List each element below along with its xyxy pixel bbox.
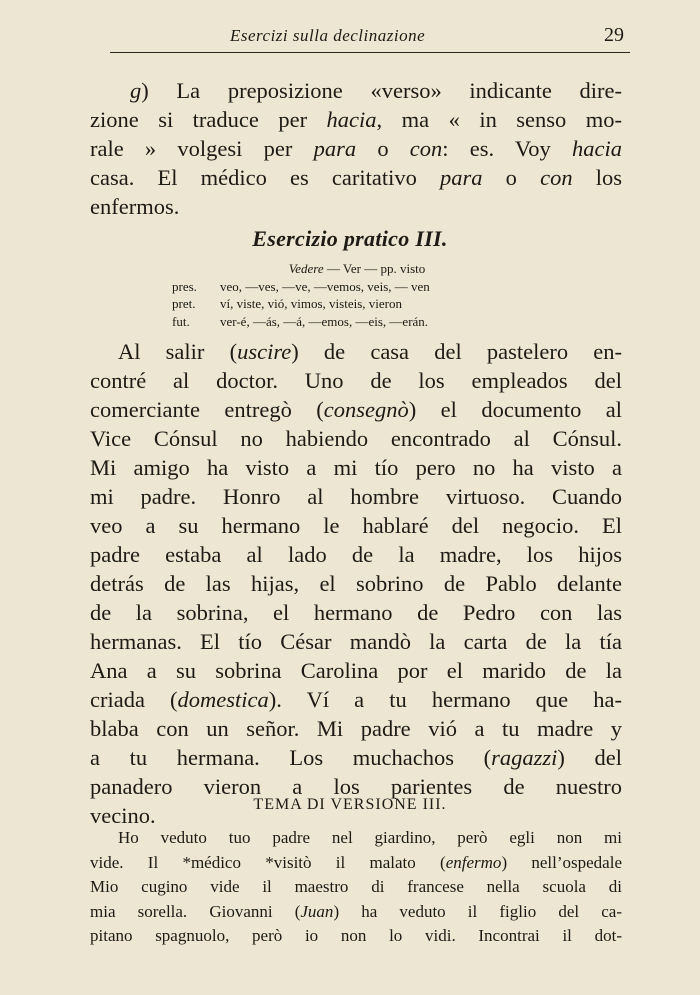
text-line <box>90 482 622 511</box>
text-run: blaba con un señor. Mi padre vió a tu madre y <box>90 716 622 741</box>
text-run: detrás de las hijas, el sobrino de Pablo delante <box>90 571 622 596</box>
text-run: o <box>482 165 541 190</box>
text-line <box>90 743 622 772</box>
text-run: Mi amigo ha visto a mi tío pero no ha visto a <box>90 455 622 480</box>
text-line <box>90 598 622 627</box>
text-run: ). Ví a tu hermano que ha- <box>268 687 622 712</box>
verb-spanish: — Ver — pp. visto <box>323 261 426 276</box>
text-run: a tu hermana. Los muchachos ( <box>90 745 492 770</box>
page-header <box>110 24 630 53</box>
text-run: de la sobrina, el hermano de Pedro con las <box>90 600 622 625</box>
text-line <box>90 924 622 949</box>
text-line <box>90 337 622 366</box>
text-line <box>90 105 622 134</box>
text-line <box>90 826 622 851</box>
text-run: zione si traduce per <box>90 107 327 132</box>
text-run: ) del <box>557 745 623 770</box>
text-run: Ana a su sobrina Carolina por el marido de la <box>90 658 622 683</box>
italic-term: hacia <box>326 107 377 132</box>
text-run: veo a su hermano le hablaré del negocio. El <box>90 513 622 538</box>
text-run: ) el documento al <box>408 397 622 422</box>
exercise-title: Esercizio pratico III. <box>252 226 448 251</box>
text-run: contré al doctor. Uno de los empleados del <box>90 368 622 393</box>
text-line <box>90 627 622 656</box>
text-run: ) de casa del pastelero en- <box>291 339 623 364</box>
text-run: Mio cugino vide il maestro di francese nella scuola di <box>90 877 622 896</box>
italic-term: Juan <box>300 901 334 921</box>
italic-term: con <box>540 165 573 190</box>
text-line <box>90 192 622 221</box>
text-run: pitano spagnuolo, però io non lo vidi. Incontrai il dot- <box>90 926 622 945</box>
text-line <box>90 424 622 453</box>
tense-label: pret. <box>172 296 196 311</box>
text-run: Ho veduto tuo padre nel giardino, però egli non mi <box>118 828 622 847</box>
text-run: mia sorella. Giovanni ( <box>90 901 301 921</box>
text-line <box>90 714 622 743</box>
conjugation-head <box>172 260 532 278</box>
text-run: Vice Cónsul no habiendo encontrado al Cónsul. <box>90 426 622 451</box>
text-line <box>90 685 622 714</box>
italic-term: ragazzi <box>491 745 558 770</box>
text-run: comerciante entregò ( <box>90 397 324 422</box>
text-run: ) ha veduto il figlio del ca- <box>333 901 622 921</box>
italic-term: uscire <box>237 339 292 364</box>
conjugation-row <box>172 313 532 331</box>
text-line <box>90 656 622 685</box>
note-paragraph-g <box>90 76 622 221</box>
text-line <box>90 76 622 105</box>
tema-title: TEMA DI VERSIONE III. <box>253 796 447 813</box>
tema-text <box>90 826 622 949</box>
verb-forms: ví, viste, vió, vimos, visteis, vieron <box>220 296 402 311</box>
text-run: Al salir ( <box>118 339 238 364</box>
text-line <box>90 395 622 424</box>
italic-term: g <box>130 78 142 103</box>
italic-term: domestica <box>177 687 269 712</box>
verb-forms: ver-é, —ás, —á, —emos, —eis, —erán. <box>220 313 429 329</box>
italic-term: para <box>440 165 483 190</box>
text-line <box>90 875 622 900</box>
page-number: 29 <box>604 24 624 46</box>
text-line <box>90 163 622 192</box>
text-line <box>90 366 622 395</box>
text-run: vide. Il *médico *visitò il malato ( <box>90 852 446 872</box>
text-run: ) La preposizione «verso» indicante dire- <box>141 78 622 103</box>
italic-term: hacia <box>572 136 622 161</box>
italic-term: consegnò <box>323 397 409 422</box>
text-run: rale » volgesi per <box>90 136 314 161</box>
text-run: criada ( <box>90 687 178 712</box>
text-run: : es. Voy <box>442 136 572 161</box>
tense-label: pres. <box>172 278 197 294</box>
text-run: mi padre. Honro al hombre virtuoso. Cuando <box>90 484 622 509</box>
tense-label: fut. <box>172 313 190 329</box>
italic-term: para <box>313 136 357 161</box>
text-line <box>90 900 622 925</box>
text-run: casa. El médico es caritativo <box>90 165 441 190</box>
text-line <box>90 851 622 876</box>
text-run: vecino. <box>90 803 156 828</box>
text-run: panadero vieron a los parientes de nuestro <box>90 774 622 799</box>
text-run: hermanas. El tío César mandò la carta de la tía <box>90 629 622 654</box>
conjugation-table <box>172 260 532 330</box>
italic-term: con <box>409 136 443 161</box>
text-run: ) nell’ospedale <box>501 852 622 872</box>
text-line <box>90 453 622 482</box>
verb-forms: veo, —ves, —ve, —vemos, veis, — ven <box>220 278 430 294</box>
text-run: padre estaba al lado de la madre, los hijos <box>90 542 622 567</box>
conjugation-row <box>172 278 532 296</box>
text-line <box>90 134 622 163</box>
text-line <box>90 569 622 598</box>
running-title: Esercizi sulla declinazione <box>230 26 426 45</box>
verb-italian: Vedere <box>288 261 324 276</box>
text-run: o <box>356 136 410 161</box>
exercise-text <box>90 337 622 830</box>
conjugation-row <box>172 295 532 313</box>
text-line <box>90 511 622 540</box>
text-run: enfermos. <box>90 194 180 219</box>
italic-term: enfermo <box>445 852 502 872</box>
text-run: los <box>572 165 623 190</box>
text-run: , ma « in senso mo- <box>376 107 622 132</box>
text-line <box>90 540 622 569</box>
